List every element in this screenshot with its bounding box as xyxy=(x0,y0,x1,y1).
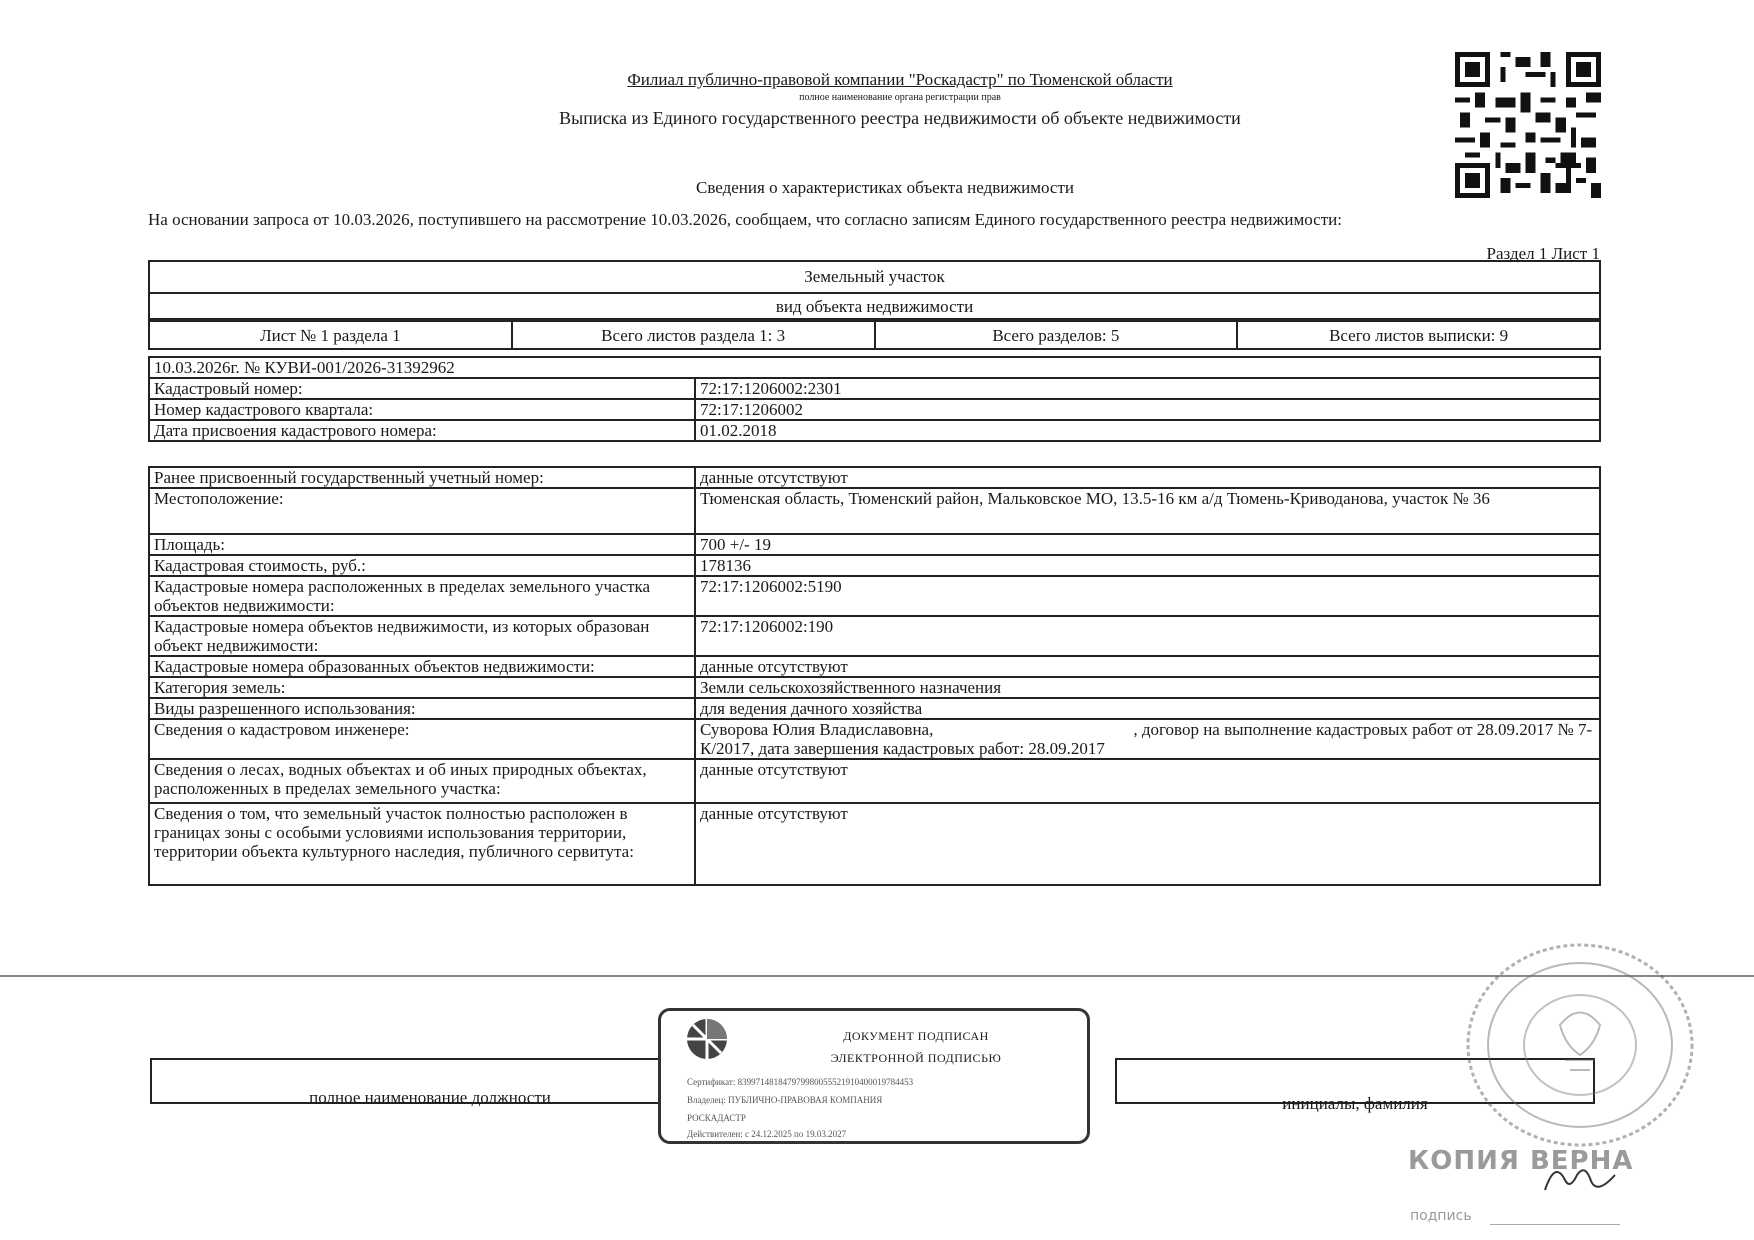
field-value: Земли сельскохозяйственного назначения xyxy=(695,677,1600,698)
field-value: 700 +/- 19 xyxy=(695,534,1600,555)
field-label: Площадь: xyxy=(149,534,695,555)
copy-certified-stamp: КОПИЯ ВЕРНА xyxy=(1408,1146,1634,1176)
field-value: для ведения дачного хозяйства xyxy=(695,698,1600,719)
esig-owner: Владелец: ПУБЛИЧНО-ПРАВОВАЯ КОМПАНИЯ xyxy=(687,1095,883,1105)
table-row xyxy=(149,677,1600,698)
field-value: данные отсутствуют xyxy=(695,803,1600,885)
field-value: 72:17:1206002 xyxy=(695,399,1600,420)
field-label: Кадастровые номера образованных объектов недвижимости: xyxy=(149,656,695,677)
table-row xyxy=(149,719,1600,759)
esig-validity: Действителен: с 24.12.2025 по 19.03.2027 xyxy=(687,1129,847,1139)
sheet-reference: Раздел 1 Лист 1 xyxy=(1486,244,1600,263)
signature-line xyxy=(1490,1224,1620,1225)
table-row xyxy=(149,467,1600,488)
signature-caption: подпись xyxy=(1410,1208,1472,1224)
table-row xyxy=(149,488,1600,534)
table-row xyxy=(149,555,1600,576)
basis-text: На основании запроса от 10.03.2026, поступившего на рассмотрение 10.03.2026, сообщаем, что согласно записям Единого государственного реестра недвижимости: xyxy=(148,210,1342,229)
field-label: Кадастровые номера объектов недвижимости, из которых образован объект недвижимости: xyxy=(149,616,695,656)
field-label: Местоположение: xyxy=(149,488,695,534)
esig-owner-name: РОСКАДАСТР xyxy=(687,1113,746,1123)
field-label: Кадастровые номера расположенных в пределах земельного участка объектов недвижимости: xyxy=(149,576,695,616)
object-type-box xyxy=(148,260,1601,320)
field-label: Категория земель: xyxy=(149,677,695,698)
esig-title-line2: ЭЛЕКТРОННОЙ ПОДПИСЬЮ xyxy=(830,1051,1002,1065)
field-value: 178136 xyxy=(695,555,1600,576)
table-row xyxy=(149,534,1600,555)
table-row xyxy=(149,759,1600,803)
field-value: данные отсутствуют xyxy=(695,656,1600,677)
initials-caption: инициалы, фамилия xyxy=(1282,1094,1428,1113)
field-value: 72:17:1206002:2301 xyxy=(695,378,1600,399)
total-sheets-extract: Всего листов выписки: 9 xyxy=(1329,326,1509,345)
table-row xyxy=(149,616,1600,656)
field-label: Сведения о лесах, водных объектах и об иных природных объектах, расположенных в пределах земельного участка: xyxy=(149,759,695,803)
field-value: данные отсутствуют xyxy=(695,759,1600,803)
sheets-info-row xyxy=(148,320,1601,350)
total-sections: Всего разделов: 5 xyxy=(876,322,1239,348)
organization-caption: полное наименование органа регистрации прав xyxy=(799,92,1001,103)
field-value: 72:17:1206002:5190 xyxy=(695,576,1600,616)
field-label: Ранее присвоенный государственный учетный номер: xyxy=(149,467,695,488)
handwritten-signature-icon xyxy=(1540,1150,1620,1200)
field-value xyxy=(695,719,1600,759)
esig-certificate: Сертификат: 839971481847979980055521910400019784453 xyxy=(687,1077,914,1087)
electronic-signature-stamp xyxy=(658,1008,1090,1144)
table-row xyxy=(149,378,1600,399)
position-caption: полное наименование должности xyxy=(309,1088,551,1107)
qr-code-icon xyxy=(1455,52,1601,198)
field-value: 01.02.2018 xyxy=(695,420,1600,441)
engineer-contract: , договор на выполнение кадастровых работ от 28.09.2017 № 7-К/2017, дата завершения кадастровых работ: 28.09.2017 xyxy=(700,720,1593,758)
table-row xyxy=(149,357,1600,378)
table-row xyxy=(149,698,1600,719)
field-label: Кадастровая стоимость, руб.: xyxy=(149,555,695,576)
table-row xyxy=(149,420,1600,441)
document-title: Выписка из Единого государственного реестра недвижимости об объекте недвижимости xyxy=(559,108,1241,128)
record-header-table xyxy=(148,356,1601,442)
organization-name: Филиал публично-правовой компании "Роскадастр" по Тюменской области xyxy=(627,70,1173,89)
characteristics-table xyxy=(148,466,1601,886)
engineer-name: Суворова Юлия Владиславовна, xyxy=(700,720,934,739)
official-seal-icon xyxy=(1455,930,1705,1160)
sheet-of-section: Лист № 1 раздела 1 xyxy=(150,322,513,348)
field-label: Сведения о том, что земельный участок полностью расположен в границах зоны с особыми условиями использования территории, территории объекта культурного наследия, публичного сервитута: xyxy=(149,803,695,885)
object-type-caption: вид объекта недвижимости xyxy=(150,292,1599,320)
field-label: Кадастровый номер: xyxy=(149,378,695,399)
field-value: данные отсутствуют xyxy=(695,467,1600,488)
field-label: Сведения о кадастровом инженере: xyxy=(149,719,695,759)
record-date-number: 10.03.2026г. № КУВИ-001/2026-31392962 xyxy=(149,357,1600,378)
esig-title-line1: ДОКУМЕНТ ПОДПИСАН xyxy=(843,1029,989,1043)
section-title: Сведения о характеристиках объекта недвижимости xyxy=(696,178,1074,197)
object-type: Земельный участок xyxy=(804,267,945,286)
table-row xyxy=(149,656,1600,677)
table-row xyxy=(149,399,1600,420)
field-label: Номер кадастрового квартала: xyxy=(149,399,695,420)
field-value: 72:17:1206002:190 xyxy=(695,616,1600,656)
field-label: Дата присвоения кадастрового номера: xyxy=(149,420,695,441)
total-sheets-section: Всего листов раздела 1: 3 xyxy=(513,322,876,348)
field-value: Тюменская область, Тюменский район, Мальковское МО, 13.5-16 км а/д Тюмень-Криводанова, участок № 36 xyxy=(695,488,1600,534)
field-label: Виды разрешенного использования: xyxy=(149,698,695,719)
table-row xyxy=(149,576,1600,616)
table-row xyxy=(149,803,1600,885)
rosreestr-logo-icon xyxy=(685,1017,729,1061)
